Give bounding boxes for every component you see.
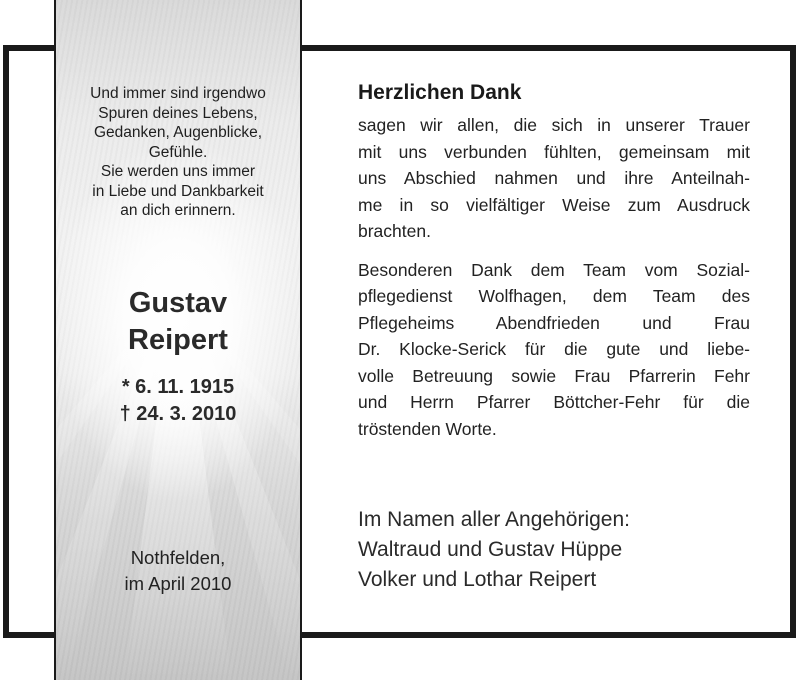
deceased-last-name: Reipert (128, 324, 228, 356)
text-line: brachten. (358, 221, 431, 241)
place-line: Nothfelden, (130, 547, 226, 568)
text-line: Besonderen Dank dem Team vom Sozial- (358, 259, 750, 280)
poem-line: Gedanken, Augenblicke, (93, 124, 263, 141)
death-date: † 24. 3. 2010 (119, 403, 237, 425)
text-line: volle Betreuung sowie Frau Pfarrerin Fehr (358, 365, 750, 386)
thank-you-text (358, 80, 750, 442)
signature-line: Volker und Lothar Reipert (358, 568, 597, 591)
life-dates (56, 374, 300, 428)
poem-line: in Liebe und Dankbarkeit (92, 182, 264, 200)
memorial-poem (56, 84, 300, 221)
text-line: me in so vielfältiger Weise zum Ausdruck (358, 194, 750, 215)
poem-line: an dich erinnern. (120, 202, 236, 219)
text-line: Pflegeheims Abendfrieden und Frau (358, 312, 750, 333)
thanks-paragraph-2 (358, 257, 750, 443)
place-and-date (56, 545, 300, 597)
notice-heading: Herzlichen Dank (358, 81, 522, 104)
thanks-paragraph-1 (358, 112, 750, 245)
text-line: Dr. Klocke-Serick für die gute und liebe- (358, 339, 750, 359)
poem-line: Sie werden uns immer (100, 163, 256, 180)
deceased-name (56, 285, 300, 359)
text-line: uns Abschied nahmen und ihre Anteilnah- (358, 168, 750, 188)
text-line: sagen wir allen, die sich in unserer Trauer (358, 115, 750, 135)
deceased-first-name: Gustav (128, 287, 228, 319)
poem-line: Spuren deines Lebens, (98, 104, 258, 122)
memorial-side-panel (54, 0, 302, 680)
birth-date: * 6. 11. 1915 (121, 376, 235, 398)
text-line: und Herrn Pfarrer Böttcher-Fehr für die (358, 392, 750, 412)
signature-line: Waltraud und Gustav Hüppe (358, 538, 623, 561)
date-line: im April 2010 (124, 573, 232, 594)
text-line: pflegedienst Wolfhagen, dem Team des (358, 286, 750, 306)
signature-block (358, 505, 758, 595)
poem-line: Gefühle. (148, 143, 208, 161)
text-line: mit uns verbunden fühlten, gemeinsam mit (358, 141, 750, 162)
signature-intro: Im Namen aller Angehörigen: (358, 508, 630, 531)
text-line: tröstenden Worte. (358, 418, 497, 439)
poem-line: Und immer sind irgendwo (90, 85, 266, 102)
